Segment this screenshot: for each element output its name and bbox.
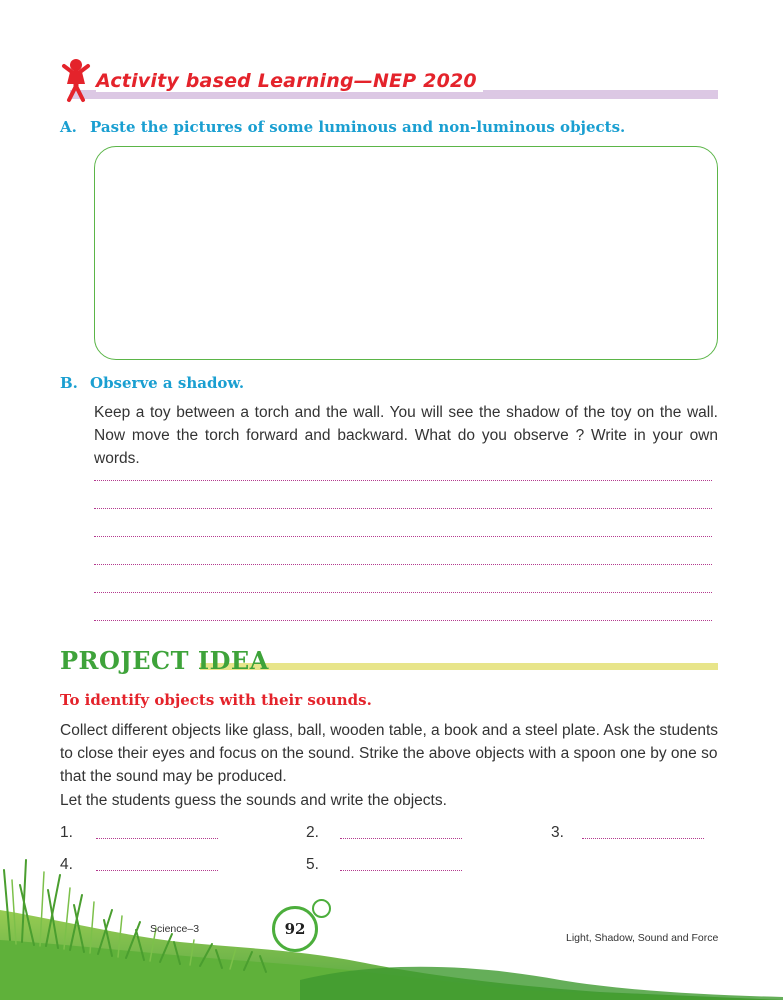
answer-number: 3. <box>551 824 564 841</box>
answer-blank[interactable] <box>340 838 462 839</box>
project-subtitle: To identify objects with their sounds. <box>60 691 372 709</box>
activity-title: Activity based Learning—NEP 2020 <box>96 70 483 92</box>
project-header-bar <box>200 663 718 670</box>
answer-line[interactable] <box>94 508 712 509</box>
answer-number: 5. <box>306 856 319 873</box>
answer-line[interactable] <box>94 480 712 481</box>
section-a-letter: A. <box>60 118 77 136</box>
footer-book-title: Science–3 <box>150 923 200 935</box>
paste-pictures-box[interactable] <box>94 146 718 360</box>
answer-blank[interactable] <box>96 838 218 839</box>
child-figure-icon <box>58 56 94 104</box>
page-number: 92 <box>272 906 318 952</box>
answer-line[interactable] <box>94 620 712 621</box>
decorative-circle <box>312 899 331 918</box>
section-b-text: Observe a shadow. <box>90 374 245 392</box>
project-paragraph: Collect different objects like glass, ball, wooden table, a book and a steel plate. Ask the students to close their eyes and focus on the sound. Strike the above objects with a spoon one by one so that the sound may be produced. <box>60 722 719 785</box>
answer-blank[interactable] <box>582 838 704 839</box>
section-b-letter: B. <box>60 374 78 392</box>
grass-decoration <box>0 850 783 1000</box>
answer-number: 2. <box>306 824 319 841</box>
section-b-paragraph: Keep a toy between a torch and the wall. You will see the shadow of the toy on the wall. Now move the torch forward and backward. What do you observe ? Write in your own words. <box>94 404 718 467</box>
section-b-heading <box>60 374 244 392</box>
answer-line[interactable] <box>94 592 712 593</box>
project-instruction: Let the students guess the sounds and write the objects. <box>60 792 447 809</box>
answer-number: 1. <box>60 824 73 841</box>
answer-number: 4. <box>60 856 73 873</box>
section-a-heading <box>60 118 625 136</box>
answer-line[interactable] <box>94 536 712 537</box>
project-title: PROJECT IDEA <box>60 646 269 675</box>
section-a-text: Paste the pictures of some luminous and non-luminous objects. <box>90 118 626 136</box>
footer-chapter-title: Light, Shadow, Sound and Force <box>566 932 719 944</box>
answer-line[interactable] <box>94 564 712 565</box>
